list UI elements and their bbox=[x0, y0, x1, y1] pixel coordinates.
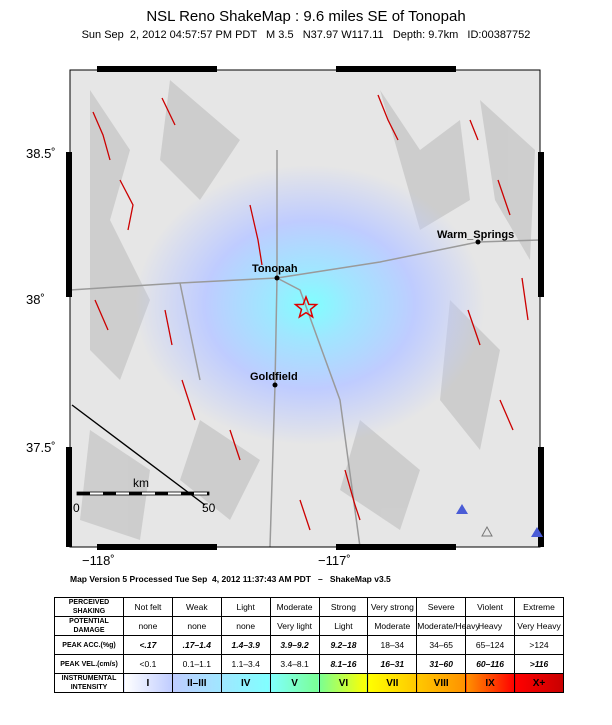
row-header: INSTRUMENTAL INTENSITY bbox=[55, 674, 124, 693]
intensity-cell: VI bbox=[319, 674, 368, 693]
scale-end: 50 bbox=[202, 501, 216, 515]
city-label-goldfield: Goldfield bbox=[250, 371, 298, 383]
intensity-cell: IX bbox=[466, 674, 515, 693]
city-dot-goldfield bbox=[273, 383, 278, 388]
legend-cell: Not felt bbox=[124, 598, 173, 617]
legend-row-intensity bbox=[55, 674, 564, 693]
city-label-tonopah: Tonopah bbox=[252, 263, 298, 275]
legend-row-shaking bbox=[55, 598, 564, 617]
legend-cell: 31–60 bbox=[417, 655, 466, 674]
lat-label-38-5: 38.5˚ bbox=[26, 146, 56, 161]
legend-cell: >124 bbox=[515, 636, 564, 655]
legend-cell: Extreme bbox=[515, 598, 564, 617]
intensity-cell: VIII bbox=[417, 674, 466, 693]
legend-cell: 18–34 bbox=[368, 636, 417, 655]
row-header: PERCEIVED SHAKING bbox=[55, 598, 124, 617]
legend-cell: >116 bbox=[515, 655, 564, 674]
lat-label-37-5: 37.5˚ bbox=[26, 440, 56, 455]
legend-cell: <0.1 bbox=[124, 655, 173, 674]
legend-cell: Light bbox=[221, 598, 270, 617]
legend-cell: 65–124 bbox=[466, 636, 515, 655]
legend-cell: 16–31 bbox=[368, 655, 417, 674]
legend-cell: Severe bbox=[417, 598, 466, 617]
event-info: Sun Sep 2, 2012 04:57:57 PM PDT M 3.5 N37.97 W117.11 Depth: 9.7km ID:00387752 bbox=[81, 29, 531, 41]
legend-cell: Heavy bbox=[466, 617, 515, 636]
legend-cell: <.17 bbox=[124, 636, 173, 655]
legend-cell: 0.1–1.1 bbox=[172, 655, 221, 674]
legend-cell: Very strong bbox=[368, 598, 417, 617]
intensity-cell: X+ bbox=[515, 674, 564, 693]
row-header: PEAK ACC.(%g) bbox=[55, 636, 124, 655]
legend-cell: none bbox=[172, 617, 221, 636]
row-header: POTENTIAL DAMAGE bbox=[55, 617, 124, 636]
legend-cell: none bbox=[124, 617, 173, 636]
map-title: NSL Reno ShakeMap : 9.6 miles SE of Tonopah bbox=[146, 8, 466, 25]
legend-cell: 3.9–9.2 bbox=[270, 636, 319, 655]
legend-cell: Violent bbox=[466, 598, 515, 617]
legend-row-acc bbox=[55, 636, 564, 655]
intensity-cell: I bbox=[124, 674, 173, 693]
legend-cell: Very light bbox=[270, 617, 319, 636]
legend-cell: Strong bbox=[319, 598, 368, 617]
legend-cell: 3.4–8.1 bbox=[270, 655, 319, 674]
city-label-warm-springs: Warm_Springs bbox=[437, 229, 515, 241]
intensity-legend bbox=[54, 597, 564, 693]
intensity-cell: IV bbox=[221, 674, 270, 693]
legend-cell: 34–65 bbox=[417, 636, 466, 655]
legend-cell: Moderate/Heavy bbox=[417, 617, 466, 636]
legend-cell: 9.2–18 bbox=[319, 636, 368, 655]
intensity-cell: II–III bbox=[172, 674, 221, 693]
legend-cell: 1.1–3.4 bbox=[221, 655, 270, 674]
scale-unit: km bbox=[133, 476, 149, 490]
scale-start: 0 bbox=[73, 501, 80, 515]
lat-label-38: 38˚ bbox=[26, 292, 45, 307]
legend-cell: 8.1–16 bbox=[319, 655, 368, 674]
legend-cell: Moderate bbox=[368, 617, 417, 636]
lon-label-118: −118˚ bbox=[82, 553, 115, 568]
legend-row-vel bbox=[55, 655, 564, 674]
legend-cell: none bbox=[221, 617, 270, 636]
legend-cell: .17–1.4 bbox=[172, 636, 221, 655]
legend-cell: Moderate bbox=[270, 598, 319, 617]
processing-info: Map Version 5 Processed Tue Sep 4, 2012 11:37:43 AM PDT – ShakeMap v3.5 bbox=[70, 574, 391, 584]
legend-cell: 1.4–3.9 bbox=[221, 636, 270, 655]
intensity-cell: V bbox=[270, 674, 319, 693]
city-dot-tonopah bbox=[275, 276, 280, 281]
legend-cell: 60–116 bbox=[466, 655, 515, 674]
legend-cell: Weak bbox=[172, 598, 221, 617]
row-header: PEAK VEL.(cm/s) bbox=[55, 655, 124, 674]
legend-cell: Light bbox=[319, 617, 368, 636]
lon-label-117: −117˚ bbox=[318, 553, 351, 568]
legend-row-damage bbox=[55, 617, 564, 636]
legend-cell: Very Heavy bbox=[515, 617, 564, 636]
intensity-cell: VII bbox=[368, 674, 417, 693]
